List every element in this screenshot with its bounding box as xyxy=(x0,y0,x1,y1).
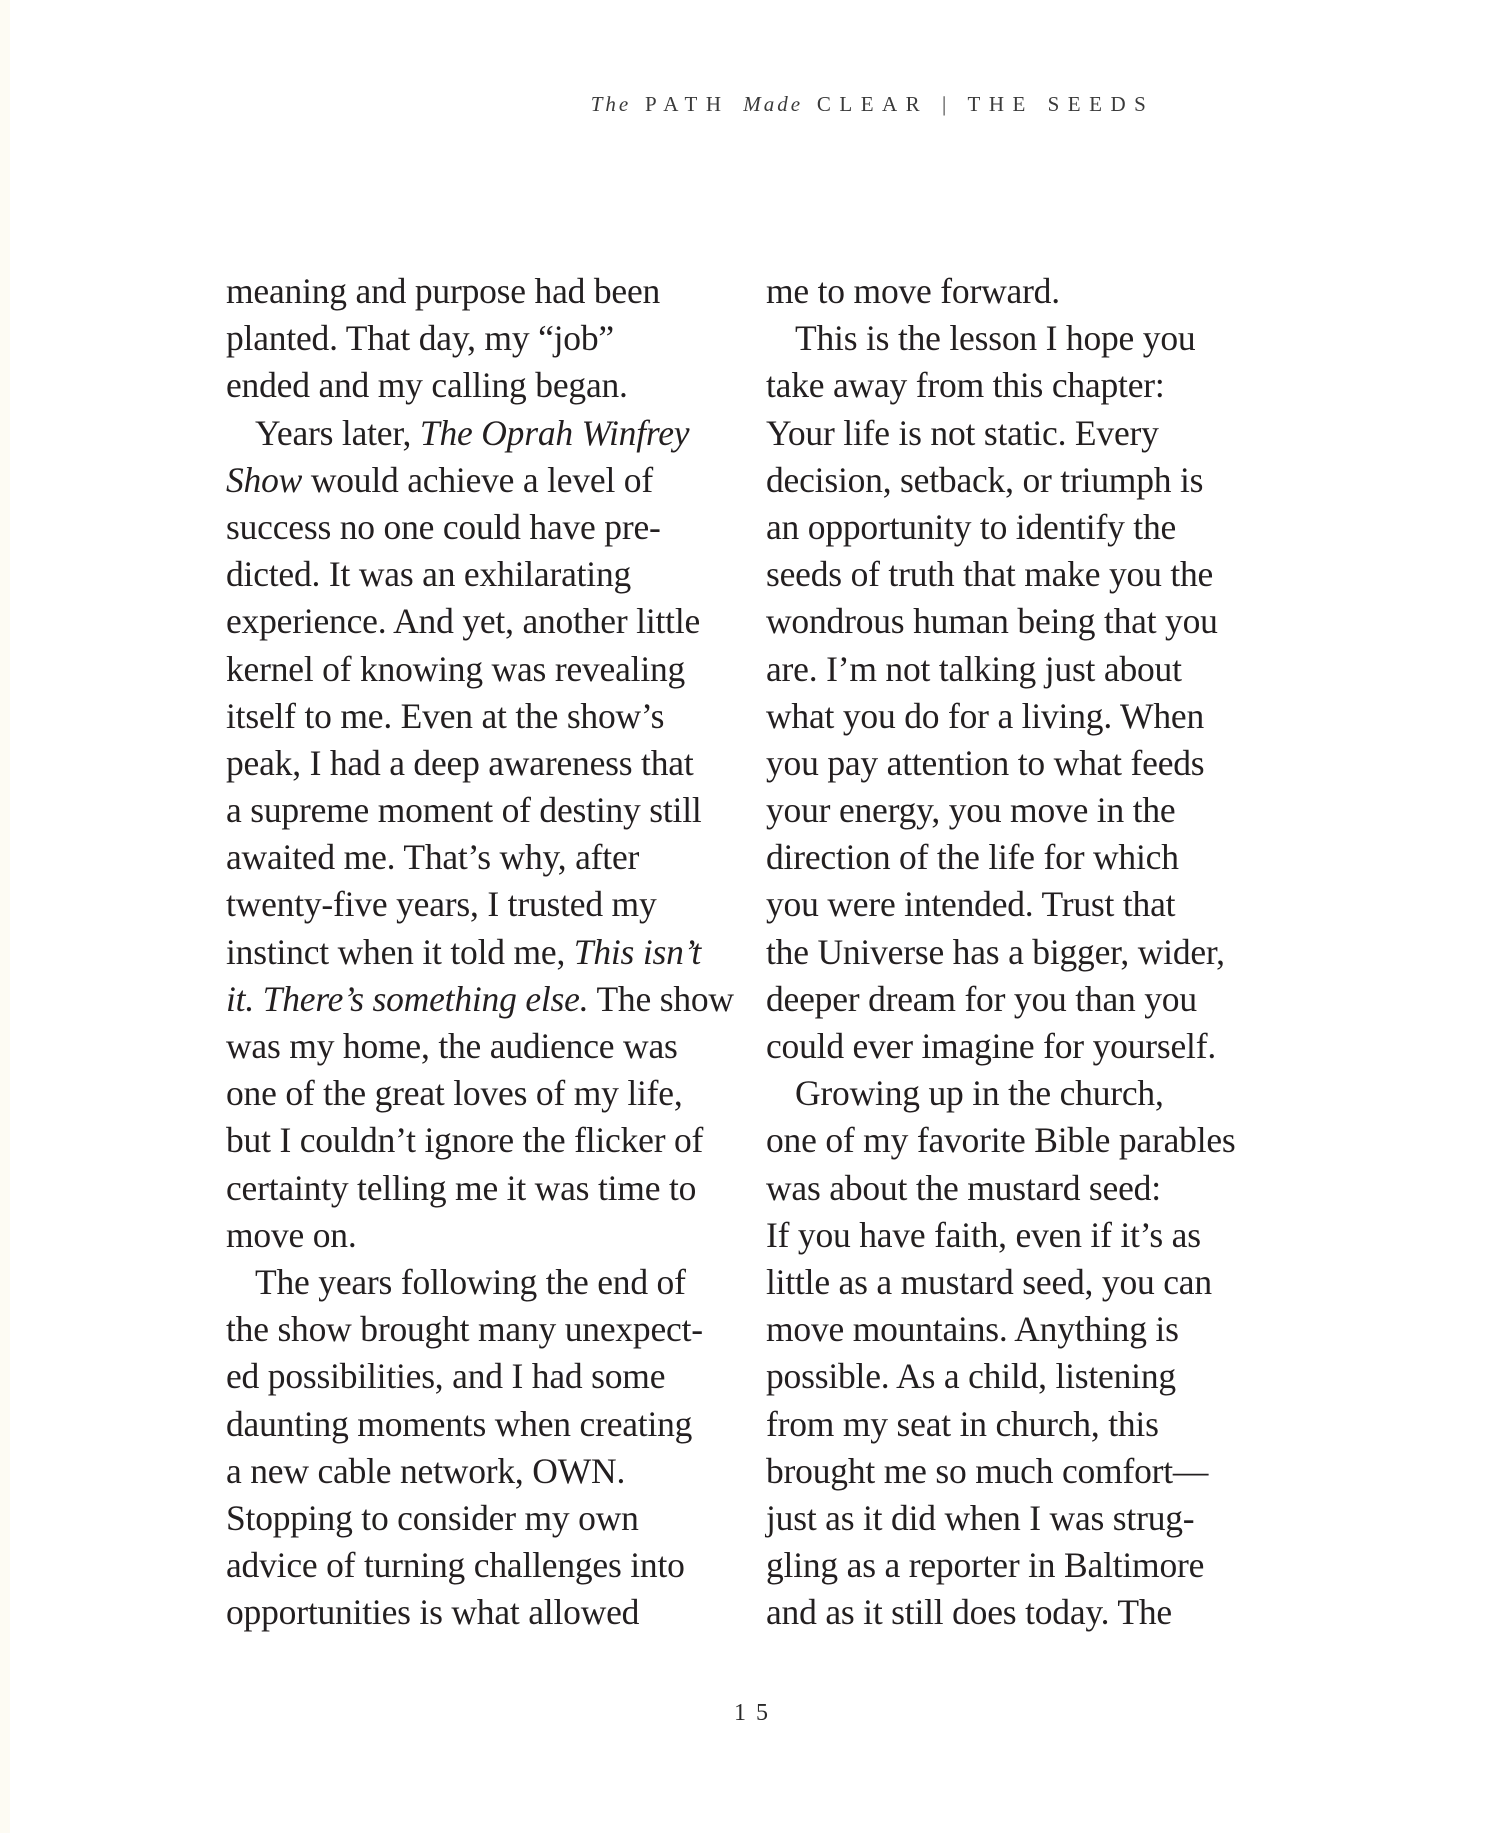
text-line: experience. And yet, another little xyxy=(226,601,701,642)
text-line: direction of the life for which xyxy=(766,837,1179,878)
text-line: your energy, you move in the xyxy=(766,790,1176,831)
text-line: seeds of truth that make you the xyxy=(766,554,1214,595)
line-italic: Show xyxy=(226,459,303,500)
text-line: advice of turning challenges into xyxy=(226,1545,685,1586)
line-roman-pre: instinct when it told me, xyxy=(226,931,574,972)
text-line xyxy=(226,976,734,1023)
text-line: what you do for a living. When xyxy=(766,695,1204,736)
text-line: a new cable network, OWN. xyxy=(226,1450,626,1491)
text-line: deeper dream for you than you xyxy=(766,978,1197,1019)
text-line xyxy=(226,410,726,457)
text-line: If you have faith, even if it’s as xyxy=(766,1214,1201,1255)
text-line: the Universe has a bigger, wider, xyxy=(766,931,1225,972)
line-italic: This isn’t xyxy=(573,931,702,972)
text-line: take away from this chapter: xyxy=(766,365,1165,406)
running-head-made: Made xyxy=(743,92,804,116)
line-italic: it. There’s something else. xyxy=(226,978,589,1019)
text-line: could ever imagine for yourself. xyxy=(766,1026,1217,1066)
text-line: move on. xyxy=(226,1214,357,1255)
text-line: peak, I had a deep awareness that xyxy=(226,742,694,783)
text-line: a supreme moment of destiny still xyxy=(226,790,702,831)
text-line: you pay attention to what feeds xyxy=(766,742,1205,783)
text-line: one of my favorite Bible parables xyxy=(766,1120,1236,1161)
text-line: and as it still does today. The xyxy=(766,1592,1172,1633)
text-line xyxy=(226,457,726,504)
text-line: twenty-five years, I trusted my xyxy=(226,884,657,925)
running-head xyxy=(0,92,1500,117)
running-head-separator: | xyxy=(941,92,955,116)
page-edge xyxy=(0,0,10,1833)
line-roman-post: The show xyxy=(588,978,734,1019)
text-line: was my home, the audience was xyxy=(226,1026,678,1066)
text-line: daunting moments when creating xyxy=(226,1403,693,1444)
text-line: but I couldn’t ignore the flicker of xyxy=(226,1120,704,1161)
text-line: just as it did when I was strug- xyxy=(766,1497,1195,1538)
text-line: The years following the end of xyxy=(255,1261,686,1302)
text-line: Your life is not static. Every xyxy=(766,412,1159,453)
text-line: move mountains. Anything is xyxy=(766,1309,1179,1350)
text-line: success no one could have pre- xyxy=(226,506,661,547)
text-line: This is the lesson I hope you xyxy=(795,318,1196,359)
text-line: decision, setback, or triumph is xyxy=(766,459,1204,500)
text-line: an opportunity to identify the xyxy=(766,506,1177,547)
running-head-clear: CLEAR xyxy=(816,92,929,116)
text-line: possible. As a child, listening xyxy=(766,1356,1176,1397)
text-line: awaited me. That’s why, after xyxy=(226,837,640,878)
text-line xyxy=(226,929,726,976)
text-line: meaning and purpose had been xyxy=(226,271,661,311)
text-line: you were intended. Trust that xyxy=(766,884,1176,925)
text-line: me to move forward. xyxy=(766,271,1060,311)
text-line: opportunities is what allowed xyxy=(226,1592,640,1633)
line-italic: The Oprah Winfrey xyxy=(419,412,690,453)
text-line: Stopping to consider my own xyxy=(226,1497,639,1538)
text-line: ended and my calling began. xyxy=(226,365,628,406)
text-line: ed possibilities, and I had some xyxy=(226,1356,666,1397)
text-line: itself to me. Even at the show’s xyxy=(226,695,665,736)
text-line: dicted. It was an exhilarating xyxy=(226,554,632,595)
text-line: brought me so much comfort— xyxy=(766,1450,1209,1491)
text-line: was about the mustard seed: xyxy=(766,1167,1161,1208)
text-line: planted. That day, my “job” xyxy=(226,318,614,359)
text-line: from my seat in church, this xyxy=(766,1403,1159,1444)
line-roman-pre: Years later, xyxy=(255,412,420,453)
text-line: kernel of knowing was revealing xyxy=(226,648,686,689)
text-line: Growing up in the church, xyxy=(795,1073,1164,1114)
text-line: wondrous human being that you xyxy=(766,601,1218,642)
text-line: are. I’m not talking just about xyxy=(766,648,1182,689)
text-line: the show brought many unexpect- xyxy=(226,1309,703,1350)
text-line: certainty telling me it was time to xyxy=(226,1167,697,1208)
right-column xyxy=(766,268,1266,1636)
left-column xyxy=(226,268,734,1636)
page-number: 15 xyxy=(734,1700,778,1726)
line-roman-post: would achieve a level of xyxy=(302,459,653,500)
text-line: one of the great loves of my life, xyxy=(226,1073,683,1114)
running-head-path: PATH xyxy=(644,92,730,116)
text-line: gling as a reporter in Baltimore xyxy=(766,1545,1205,1586)
running-head-section: THE SEEDS xyxy=(967,92,1155,116)
running-head-the: The xyxy=(590,92,632,116)
text-line: little as a mustard seed, you can xyxy=(766,1261,1212,1302)
